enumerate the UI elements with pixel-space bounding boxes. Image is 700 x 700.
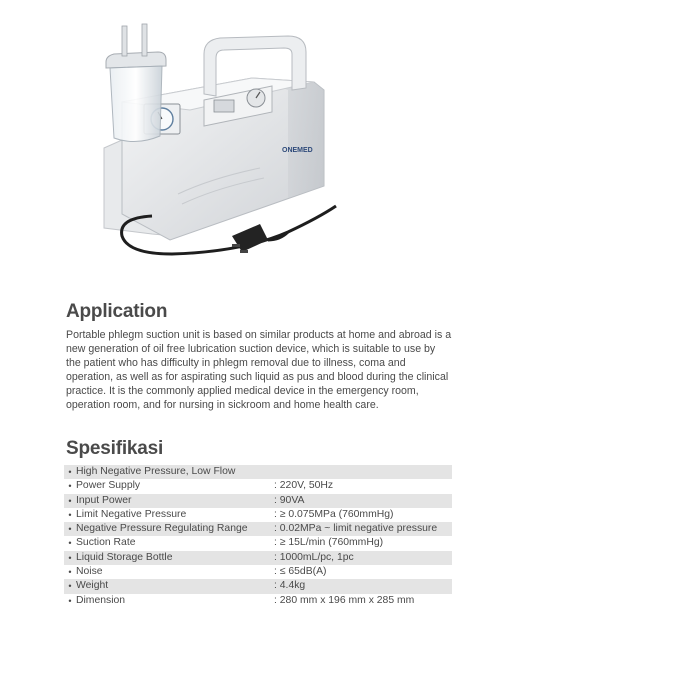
application-line: the patient who has difficulty in phlegm removal due to illness, coma and — [66, 357, 406, 370]
spec-label: Negative Pressure Regulating Range — [76, 523, 248, 535]
bullet: • — [68, 581, 72, 592]
bullet: • — [68, 567, 72, 578]
bullet: • — [68, 509, 72, 520]
spec-label: Input Power — [76, 494, 132, 506]
spec-value: : 280 mm x 196 mm x 285 mm — [274, 594, 415, 606]
bullet: • — [68, 495, 72, 506]
spec-value: : 4.4kg — [274, 580, 306, 592]
spec-value: : 1000mL/pc, 1pc — [274, 551, 354, 563]
application-line: operation room, and for nursing in sickroom and home health care. — [66, 399, 379, 412]
spec-row — [64, 579, 452, 593]
spec-row — [64, 522, 452, 536]
application-paragraph — [66, 328, 466, 413]
bullet: • — [68, 467, 72, 477]
bullet: • — [68, 524, 72, 535]
bullet: • — [68, 595, 72, 606]
application-heading: Application — [66, 301, 168, 322]
spec-row — [64, 508, 452, 522]
spec-label: Dimension — [76, 594, 126, 606]
application-line: new generation of oil free lubrication suction device, which is suitable to use by — [66, 343, 436, 356]
spec-row — [64, 479, 452, 493]
bullet: • — [68, 538, 72, 549]
spec-value: : 0.02MPa ~ limit negative pressure — [274, 523, 438, 535]
spec-table — [64, 465, 452, 608]
spec-value: : ≤ 65dB(A) — [274, 566, 327, 578]
spec-label: Power Supply — [76, 480, 141, 492]
suction-unit-photo — [92, 18, 364, 276]
spec-row — [64, 594, 452, 608]
spec-row — [64, 551, 452, 565]
application-line: Portable phlegm suction unit is based on similar products at home and abroad is a — [66, 329, 452, 341]
application-line: practice. It is the commonly applied medical device in the emergency room, — [66, 385, 419, 398]
spec-label: Noise — [76, 566, 103, 578]
spec-value: : 220V, 50Hz — [274, 480, 334, 492]
spec-label: Suction Rate — [76, 537, 136, 549]
application-line: operation, as well as for aspirating such liquid as pus and blood during the clinical — [66, 371, 449, 384]
spec-label: High Negative Pressure, Low Flow — [76, 466, 236, 477]
bullet: • — [68, 552, 72, 563]
spec-row — [64, 465, 452, 479]
spec-value: : ≥ 15L/min (760mmHg) — [274, 537, 384, 549]
spec-value: : 90VA — [274, 494, 305, 506]
spec-label: Weight — [76, 580, 109, 592]
spec-row — [64, 565, 452, 579]
spec-row — [64, 536, 452, 550]
spec-label: Liquid Storage Bottle — [76, 551, 173, 563]
brand-logo: ONEMED — [282, 147, 313, 154]
spesifikasi-heading: Spesifikasi — [66, 438, 164, 459]
spec-value: : ≥ 0.075MPa (760mmHg) — [274, 508, 394, 520]
spec-label: Limit Negative Pressure — [76, 508, 187, 520]
bullet: • — [68, 481, 72, 492]
spec-row — [64, 494, 452, 508]
